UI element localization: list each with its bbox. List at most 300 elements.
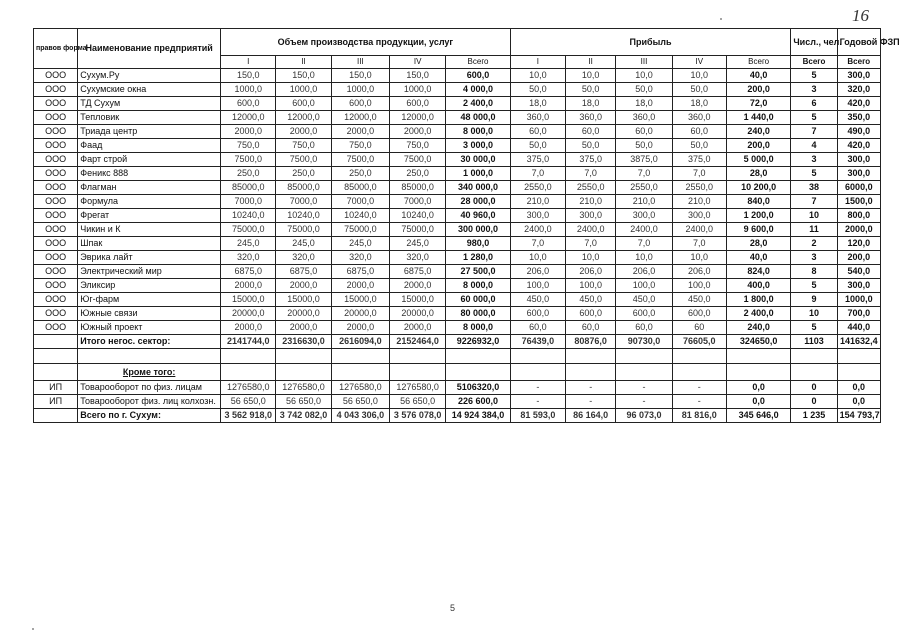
legal-form-cell: ООО — [34, 223, 78, 237]
enterprise-name-cell: Шпак — [78, 237, 221, 251]
profit-cell: 360,0 — [566, 111, 616, 125]
table-row — [34, 237, 881, 251]
volume-cell: 20000,0 — [331, 307, 389, 321]
volume-cell: 56 650,0 — [276, 395, 331, 409]
volume-cell: 7000,0 — [390, 195, 446, 209]
employee-count-cell: 5 — [791, 69, 837, 83]
profit-cell: 40,0 — [726, 69, 790, 83]
volume-cell: 7500,0 — [331, 153, 389, 167]
volume-cell: 600,0 — [446, 69, 510, 83]
volume-cell: 1 280,0 — [446, 251, 510, 265]
legal-form-cell: ООО — [34, 111, 78, 125]
volume-cell: 3 742 082,0 — [276, 409, 331, 423]
enterprise-name-cell: Тепловик — [78, 111, 221, 125]
empty-cell — [34, 349, 78, 364]
employee-count-cell: 0 — [791, 381, 837, 395]
employee-count-cell: 5 — [791, 321, 837, 335]
volume-cell: 1000,0 — [221, 83, 276, 97]
profit-cell: 50,0 — [672, 83, 726, 97]
profit-cell: 210,0 — [510, 195, 565, 209]
employee-count-cell: 0 — [791, 395, 837, 409]
table-row — [34, 181, 881, 195]
profit-cell: 300,0 — [672, 209, 726, 223]
employee-count-cell: 5 — [791, 167, 837, 181]
enterprise-name-cell: Всего по г. Сухум: — [78, 409, 221, 423]
table-row — [34, 265, 881, 279]
payroll-cell: 300,0 — [837, 69, 880, 83]
empty-cell — [566, 349, 616, 364]
volume-cell: 6875,0 — [390, 265, 446, 279]
table-body — [34, 69, 881, 423]
empty-cell — [726, 349, 790, 364]
volume-cell: 30 000,0 — [446, 153, 510, 167]
profit-cell: 50,0 — [566, 83, 616, 97]
empty-cell — [390, 349, 446, 364]
profit-cell: 7,0 — [616, 237, 672, 251]
profit-cell: 60,0 — [510, 321, 565, 335]
payroll-cell: 200,0 — [837, 251, 880, 265]
table-row — [34, 279, 881, 293]
volume-cell: 600,0 — [221, 97, 276, 111]
scan-speck — [32, 628, 34, 630]
profit-cell: 7,0 — [616, 167, 672, 181]
volume-cell: 12000,0 — [221, 111, 276, 125]
profit-cell: 206,0 — [672, 265, 726, 279]
profit-cell: 450,0 — [510, 293, 565, 307]
profit-cell: 7,0 — [510, 167, 565, 181]
profit-cell: 206,0 — [566, 265, 616, 279]
volume-cell: 9226932,0 — [446, 335, 510, 349]
table-row — [34, 153, 881, 167]
profit-cell: 100,0 — [510, 279, 565, 293]
profit-cell: 90730,0 — [616, 335, 672, 349]
table-row — [34, 293, 881, 307]
volume-cell: 85000,0 — [221, 181, 276, 195]
volume-cell: 2000,0 — [276, 125, 331, 139]
legal-form-cell: ООО — [34, 279, 78, 293]
volume-cell: 1000,0 — [390, 83, 446, 97]
table-row — [34, 125, 881, 139]
volume-cell: 600,0 — [331, 97, 389, 111]
volume-cell: 40 960,0 — [446, 209, 510, 223]
table-row — [34, 97, 881, 111]
profit-cell: - — [616, 381, 672, 395]
volume-cell: 320,0 — [276, 251, 331, 265]
legal-form-cell: ООО — [34, 153, 78, 167]
employee-count-cell: 10 — [791, 209, 837, 223]
volume-cell: 1000,0 — [276, 83, 331, 97]
volume-cell: 7500,0 — [390, 153, 446, 167]
volume-cell: 1 000,0 — [446, 167, 510, 181]
volume-cell: 150,0 — [276, 69, 331, 83]
employee-count-cell: 4 — [791, 139, 837, 153]
empty-cell — [510, 349, 565, 364]
volume-cell: 8 000,0 — [446, 125, 510, 139]
legal-form-cell: ООО — [34, 237, 78, 251]
volume-cell: 320,0 — [390, 251, 446, 265]
volume-cell: 10240,0 — [276, 209, 331, 223]
enterprise-name-cell: Эликсир — [78, 279, 221, 293]
legal-form-cell: ООО — [34, 293, 78, 307]
table-row — [34, 111, 881, 125]
profit-cell: 9 600,0 — [726, 223, 790, 237]
payroll-cell: 141632,4 — [837, 335, 880, 349]
subheader-q2: II — [276, 56, 331, 69]
volume-cell: 150,0 — [221, 69, 276, 83]
employee-count-cell: 3 — [791, 83, 837, 97]
profit-cell: 18,0 — [672, 97, 726, 111]
table-row — [34, 321, 881, 335]
enterprise-name-cell: Товарооборот по физ. лицам — [78, 381, 221, 395]
volume-cell: 60 000,0 — [446, 293, 510, 307]
volume-cell: 245,0 — [276, 237, 331, 251]
payroll-cell: 420,0 — [837, 139, 880, 153]
volume-cell: 75000,0 — [276, 223, 331, 237]
empty-cell — [276, 364, 331, 381]
profit-cell: 360,0 — [672, 111, 726, 125]
volume-cell: 750,0 — [276, 139, 331, 153]
profit-cell: 300,0 — [616, 209, 672, 223]
profit-cell: 2400,0 — [616, 223, 672, 237]
volume-cell: 80 000,0 — [446, 307, 510, 321]
profit-cell: 76439,0 — [510, 335, 565, 349]
volume-cell: 28 000,0 — [446, 195, 510, 209]
profit-cell: 2400,0 — [566, 223, 616, 237]
employee-count-cell: 1103 — [791, 335, 837, 349]
profit-cell: 1 800,0 — [726, 293, 790, 307]
table-row — [34, 139, 881, 153]
volume-cell: 7500,0 — [276, 153, 331, 167]
profit-cell: 5 000,0 — [726, 153, 790, 167]
profit-cell: 400,0 — [726, 279, 790, 293]
profit-cell: 10,0 — [510, 69, 565, 83]
volume-cell: 48 000,0 — [446, 111, 510, 125]
volume-cell: 75000,0 — [331, 223, 389, 237]
profit-cell: 7,0 — [510, 237, 565, 251]
volume-cell: 2000,0 — [390, 321, 446, 335]
empty-cell — [221, 364, 276, 381]
employee-count-cell: 3 — [791, 153, 837, 167]
legal-form-cell: ООО — [34, 97, 78, 111]
empty-cell — [726, 364, 790, 381]
employee-count-cell: 38 — [791, 181, 837, 195]
payroll-cell: 350,0 — [837, 111, 880, 125]
empty-cell — [34, 364, 78, 381]
header-fzp: Годовой ФЗП — [837, 29, 880, 56]
payroll-cell: 6000,0 — [837, 181, 880, 195]
volume-cell: 250,0 — [221, 167, 276, 181]
payroll-cell: 440,0 — [837, 321, 880, 335]
profit-cell: 60,0 — [510, 125, 565, 139]
volume-cell: 1276580,0 — [221, 381, 276, 395]
volume-cell: 980,0 — [446, 237, 510, 251]
volume-cell: 12000,0 — [276, 111, 331, 125]
employee-count-cell: 10 — [791, 307, 837, 321]
profit-cell: 200,0 — [726, 139, 790, 153]
enterprise-name-cell: Феникс 888 — [78, 167, 221, 181]
empty-cell — [672, 349, 726, 364]
volume-cell: 20000,0 — [390, 307, 446, 321]
payroll-cell: 540,0 — [837, 265, 880, 279]
volume-cell: 2616094,0 — [331, 335, 389, 349]
profit-cell: 60,0 — [566, 125, 616, 139]
volume-cell: 2000,0 — [276, 279, 331, 293]
profit-cell: 100,0 — [616, 279, 672, 293]
volume-cell: 600,0 — [276, 97, 331, 111]
empty-cell — [791, 349, 837, 364]
empty-cell — [331, 364, 389, 381]
volume-cell: 3 562 918,0 — [221, 409, 276, 423]
profit-cell: 0,0 — [726, 395, 790, 409]
volume-cell: 4 000,0 — [446, 83, 510, 97]
employee-count-cell: 9 — [791, 293, 837, 307]
enterprise-name-cell: Итого негос. сектор: — [78, 335, 221, 349]
enterprise-name-cell: Товарооборот физ. лиц колхозн. — [78, 395, 221, 409]
profit-cell: 18,0 — [566, 97, 616, 111]
profit-cell: 600,0 — [616, 307, 672, 321]
profit-cell: 100,0 — [672, 279, 726, 293]
empty-cell — [672, 364, 726, 381]
volume-cell: 226 600,0 — [446, 395, 510, 409]
profit-cell: 10,0 — [616, 251, 672, 265]
subheader-q1: I — [221, 56, 276, 69]
legal-form-cell: ИП — [34, 381, 78, 395]
volume-cell: 15000,0 — [221, 293, 276, 307]
volume-cell: 1276580,0 — [390, 381, 446, 395]
legal-form-cell: ООО — [34, 195, 78, 209]
profit-cell: 86 164,0 — [566, 409, 616, 423]
volume-cell: 8 000,0 — [446, 279, 510, 293]
volume-cell: 2000,0 — [276, 321, 331, 335]
profit-cell: 450,0 — [672, 293, 726, 307]
subheader-total: Всего — [726, 56, 790, 69]
profit-cell: 240,0 — [726, 125, 790, 139]
profit-cell: - — [510, 381, 565, 395]
volume-cell: 2141744,0 — [221, 335, 276, 349]
page-number: 5 — [449, 603, 455, 613]
empty-cell — [616, 349, 672, 364]
volume-cell: 12000,0 — [331, 111, 389, 125]
profit-cell: 10,0 — [510, 251, 565, 265]
legal-form-cell: ООО — [34, 307, 78, 321]
profit-cell: 210,0 — [566, 195, 616, 209]
table-row — [34, 195, 881, 209]
profit-cell: 360,0 — [510, 111, 565, 125]
profit-cell: 10,0 — [616, 69, 672, 83]
volume-cell: 15000,0 — [276, 293, 331, 307]
profit-cell: 60 — [672, 321, 726, 335]
profit-cell: - — [616, 395, 672, 409]
legal-form-cell: ООО — [34, 321, 78, 335]
payroll-cell: 1500,0 — [837, 195, 880, 209]
volume-cell: 2 400,0 — [446, 97, 510, 111]
table-row — [34, 167, 881, 181]
legal-form-cell: ООО — [34, 69, 78, 83]
volume-cell: 10240,0 — [221, 209, 276, 223]
payroll-cell: 154 793,7 — [837, 409, 880, 423]
profit-cell: 50,0 — [672, 139, 726, 153]
volume-cell: 10240,0 — [331, 209, 389, 223]
empty-cell — [446, 364, 510, 381]
volume-cell: 300 000,0 — [446, 223, 510, 237]
profit-cell: - — [510, 395, 565, 409]
profit-cell: 72,0 — [726, 97, 790, 111]
volume-cell: 6875,0 — [331, 265, 389, 279]
handwritten-page-mark: 16 — [852, 6, 869, 25]
payroll-cell: 120,0 — [837, 237, 880, 251]
payroll-cell: 300,0 — [837, 153, 880, 167]
enterprise-name-cell: Формула — [78, 195, 221, 209]
header-count: Числ., чел. — [791, 29, 837, 56]
empty-cell — [276, 349, 331, 364]
profit-cell: 240,0 — [726, 321, 790, 335]
profit-cell: 3875,0 — [616, 153, 672, 167]
volume-cell: 245,0 — [221, 237, 276, 251]
legal-form-cell: ООО — [34, 181, 78, 195]
legal-form-cell — [34, 335, 78, 349]
table-row — [34, 409, 881, 423]
volume-cell: 6875,0 — [276, 265, 331, 279]
profit-cell: - — [672, 381, 726, 395]
profit-cell: 10,0 — [672, 69, 726, 83]
payroll-cell: 490,0 — [837, 125, 880, 139]
enterprise-name-cell: Фарт строй — [78, 153, 221, 167]
profit-cell: 0,0 — [726, 381, 790, 395]
profit-cell: 324650,0 — [726, 335, 790, 349]
subheader-q3: III — [616, 56, 672, 69]
profit-cell: 2550,0 — [672, 181, 726, 195]
profit-cell: 375,0 — [672, 153, 726, 167]
volume-cell: 14 924 384,0 — [446, 409, 510, 423]
profit-cell: 600,0 — [672, 307, 726, 321]
volume-cell: 56 650,0 — [221, 395, 276, 409]
payroll-cell: 700,0 — [837, 307, 880, 321]
header-form: правов форма — [34, 29, 78, 69]
legal-form-cell: ООО — [34, 251, 78, 265]
employee-count-cell: 5 — [791, 279, 837, 293]
volume-cell: 7000,0 — [331, 195, 389, 209]
enterprise-name-cell: Электрический мир — [78, 265, 221, 279]
employee-count-cell: 6 — [791, 97, 837, 111]
profit-cell: - — [566, 381, 616, 395]
empty-cell — [791, 364, 837, 381]
profit-cell: 300,0 — [510, 209, 565, 223]
subheader-q1: I — [510, 56, 565, 69]
profit-cell: 10,0 — [566, 69, 616, 83]
table-row — [34, 69, 881, 83]
table-row — [34, 223, 881, 237]
table-row — [34, 349, 881, 364]
legal-form-cell: ООО — [34, 125, 78, 139]
payroll-cell: 420,0 — [837, 97, 880, 111]
profit-cell: 200,0 — [726, 83, 790, 97]
volume-cell: 2000,0 — [221, 321, 276, 335]
profit-cell: 375,0 — [510, 153, 565, 167]
profit-cell: 206,0 — [510, 265, 565, 279]
volume-cell: 20000,0 — [221, 307, 276, 321]
profit-cell: 345 646,0 — [726, 409, 790, 423]
profit-cell: 824,0 — [726, 265, 790, 279]
profit-cell: 40,0 — [726, 251, 790, 265]
section-label: Кроме того: — [78, 364, 221, 381]
payroll-cell: 320,0 — [837, 83, 880, 97]
table-row — [34, 251, 881, 265]
volume-cell: 7500,0 — [221, 153, 276, 167]
volume-cell: 250,0 — [276, 167, 331, 181]
empty-cell — [331, 349, 389, 364]
payroll-cell: 2000,0 — [837, 223, 880, 237]
volume-cell: 20000,0 — [276, 307, 331, 321]
profit-cell: 360,0 — [616, 111, 672, 125]
volume-cell: 2000,0 — [331, 125, 389, 139]
profit-cell: 18,0 — [616, 97, 672, 111]
profit-cell: 450,0 — [616, 293, 672, 307]
profit-cell: 2550,0 — [510, 181, 565, 195]
volume-cell: 2000,0 — [390, 125, 446, 139]
subheader-q4: IV — [672, 56, 726, 69]
profit-cell: 450,0 — [566, 293, 616, 307]
empty-cell — [510, 364, 565, 381]
profit-cell: 2400,0 — [672, 223, 726, 237]
volume-cell: 320,0 — [221, 251, 276, 265]
subheader-q3: III — [331, 56, 389, 69]
enterprise-table — [33, 28, 900, 423]
volume-cell: 12000,0 — [390, 111, 446, 125]
payroll-cell: 300,0 — [837, 279, 880, 293]
volume-cell: 56 650,0 — [331, 395, 389, 409]
volume-cell: 6875,0 — [221, 265, 276, 279]
volume-cell: 4 043 306,0 — [331, 409, 389, 423]
subheader-total: Всего — [791, 56, 837, 69]
profit-cell: 60,0 — [616, 125, 672, 139]
volume-cell: 320,0 — [331, 251, 389, 265]
volume-cell: 245,0 — [331, 237, 389, 251]
enterprise-name-cell: Чикин и К — [78, 223, 221, 237]
volume-cell: 7000,0 — [276, 195, 331, 209]
profit-cell: 375,0 — [566, 153, 616, 167]
volume-cell: 5106320,0 — [446, 381, 510, 395]
enterprise-name-cell: Сухум.Ру — [78, 69, 221, 83]
legal-form-cell: ООО — [34, 265, 78, 279]
enterprise-name-cell: Южный проект — [78, 321, 221, 335]
employee-count-cell: 8 — [791, 265, 837, 279]
profit-cell: 60,0 — [566, 321, 616, 335]
volume-cell: 7000,0 — [221, 195, 276, 209]
enterprise-name-cell: Сухумские окна — [78, 83, 221, 97]
empty-cell — [837, 364, 880, 381]
profit-cell: 100,0 — [566, 279, 616, 293]
profit-cell: 50,0 — [510, 139, 565, 153]
scan-speck — [720, 18, 722, 20]
profit-cell: 50,0 — [616, 139, 672, 153]
subheader-q2: II — [566, 56, 616, 69]
profit-cell: 1 440,0 — [726, 111, 790, 125]
legal-form-cell: ООО — [34, 209, 78, 223]
employee-count-cell: 3 — [791, 251, 837, 265]
profit-cell: 18,0 — [510, 97, 565, 111]
subheader-total: Всего — [446, 56, 510, 69]
profit-cell: 60,0 — [672, 125, 726, 139]
volume-cell: 600,0 — [390, 97, 446, 111]
profit-cell: 50,0 — [616, 83, 672, 97]
profit-cell: 7,0 — [566, 237, 616, 251]
enterprise-name-cell: Фаад — [78, 139, 221, 153]
profit-cell: 81 816,0 — [672, 409, 726, 423]
profit-cell: - — [672, 395, 726, 409]
volume-cell: 2000,0 — [221, 125, 276, 139]
profit-cell: 2 400,0 — [726, 307, 790, 321]
volume-cell: 250,0 — [331, 167, 389, 181]
